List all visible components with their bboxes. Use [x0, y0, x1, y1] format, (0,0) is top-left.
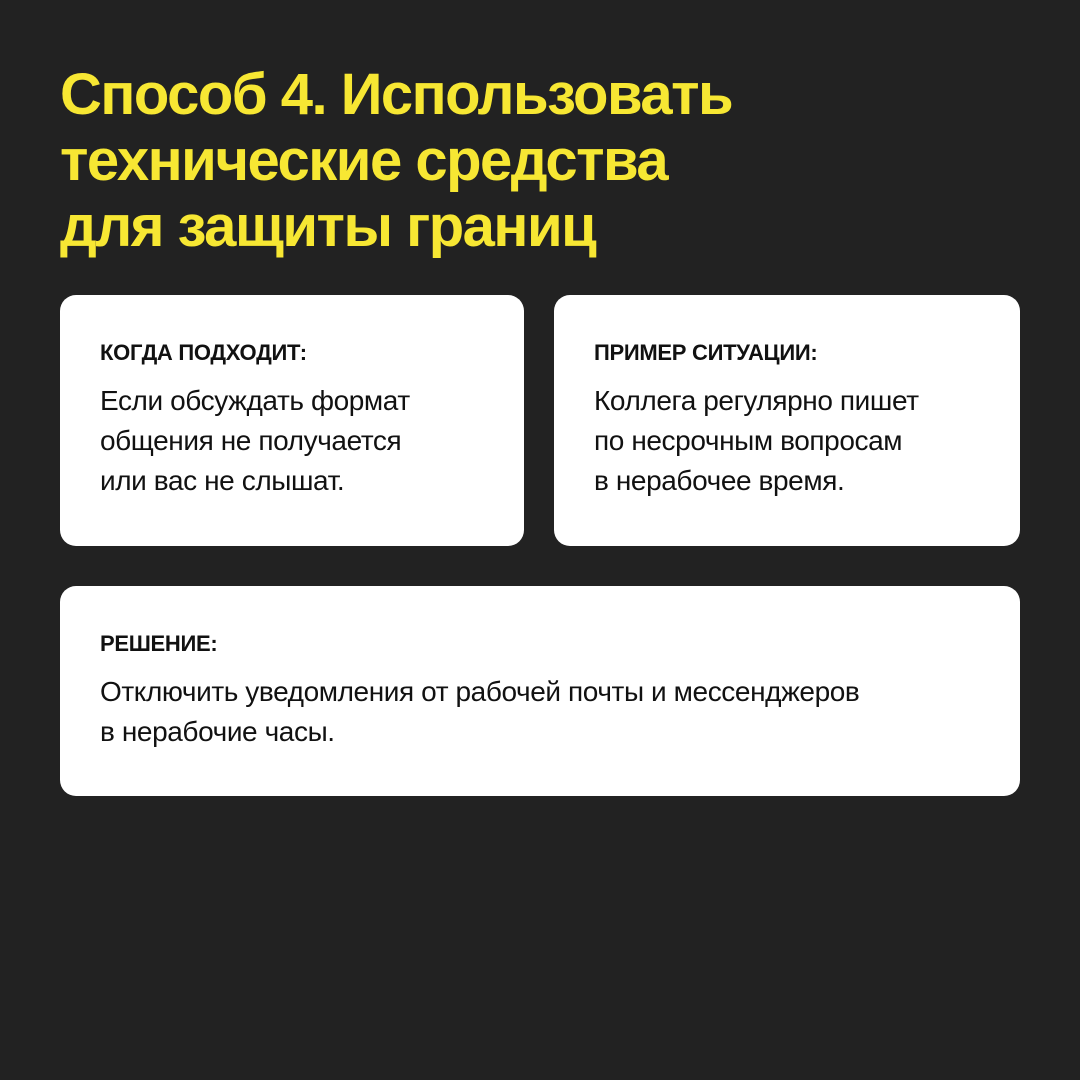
title-line-2: технические средства	[60, 128, 668, 193]
solution-heading: РЕШЕНИЕ:	[100, 631, 218, 656]
when-applicable-card	[60, 295, 524, 546]
solution-text	[100, 672, 980, 752]
example-situation-line-1: Коллега регулярно пишет	[594, 385, 919, 416]
when-applicable-line-2: общения не получается	[100, 425, 402, 456]
title-line-1: Способ 4. Использовать	[60, 62, 733, 127]
when-applicable-heading: КОГДА ПОДХОДИТ:	[100, 340, 307, 365]
example-situation-heading: ПРИМЕР СИТУАЦИИ:	[594, 340, 818, 365]
solution-card	[60, 586, 1020, 796]
when-applicable-line-1: Если обсуждать формат	[100, 385, 410, 416]
solution-line-2: в нерабочие часы.	[100, 716, 335, 747]
example-situation-card	[554, 295, 1020, 546]
example-situation-line-2: по несрочным вопросам	[594, 425, 903, 456]
example-situation-line-3: в нерабочее время.	[594, 465, 845, 496]
when-applicable-line-3: или вас не слышат.	[100, 465, 345, 496]
page-title	[60, 62, 1020, 260]
solution-line-1: Отключить уведомления от рабочей почты и мессенджеров	[100, 676, 860, 707]
example-situation-text	[594, 381, 980, 501]
when-applicable-text	[100, 381, 484, 501]
title-line-3: для защиты границ	[60, 194, 596, 259]
